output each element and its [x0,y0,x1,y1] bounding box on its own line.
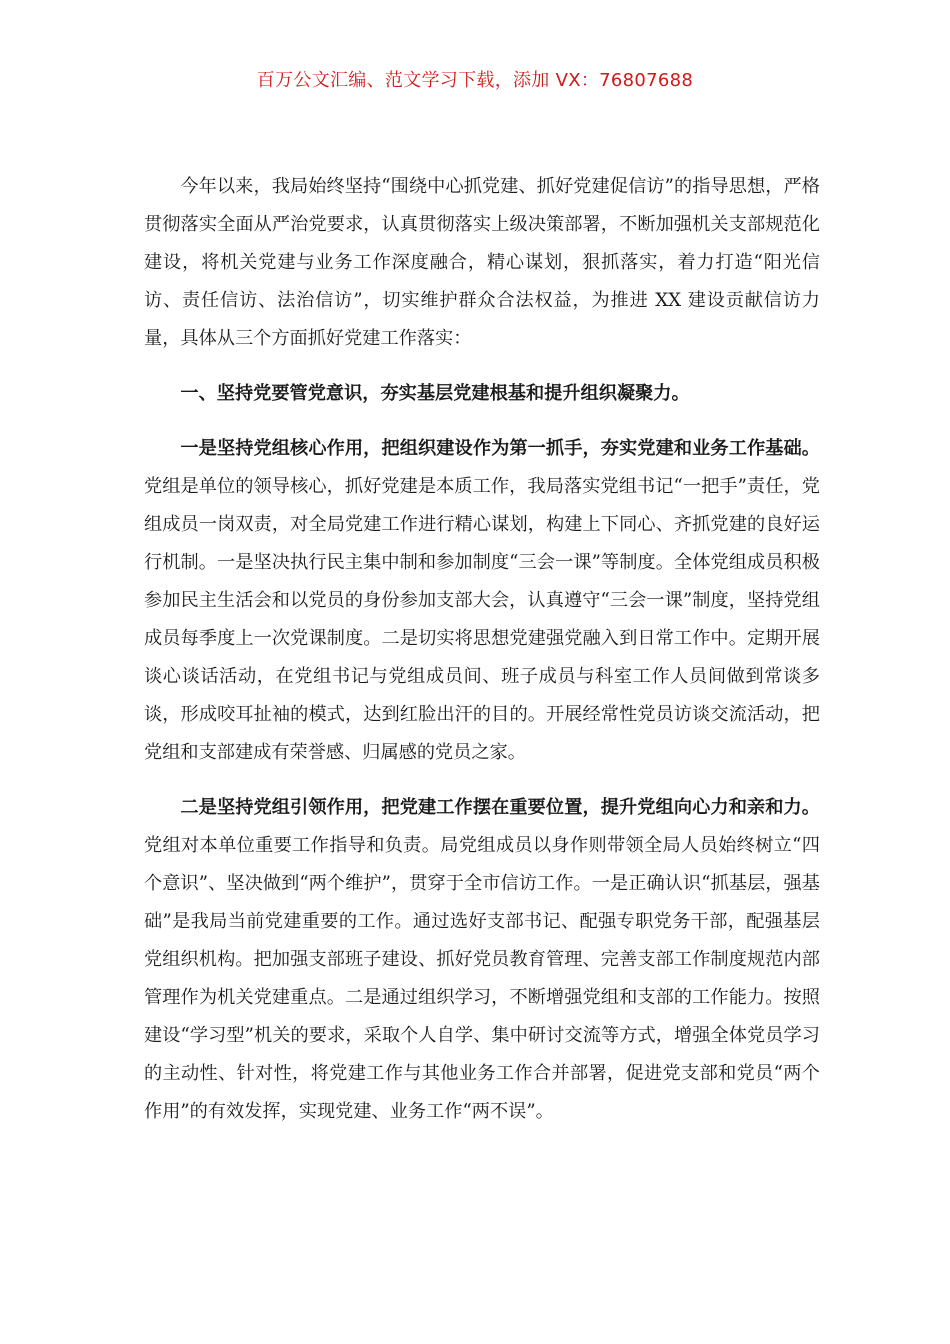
paragraph-2-lead: 二是坚持党组引领作用，把党建工作摆在重要位置，提升党组向心力和亲和力。 [180,797,820,818]
section-heading-1: 一、坚持党要管党意识，夯实基层党建根基和提升组织凝聚力。 [180,383,690,404]
paragraph-1 [144,430,820,772]
paragraph-2 [144,789,820,1131]
paragraph-1-lead: 一是坚持党组核心作用，把组织建设作为第一抓手，夯实党建和业务工作基础。 [180,438,820,459]
header-banner: 百万公文汇编、范文学习下载，添加 VX：76807688 [256,70,694,91]
paragraph-2-body: 党组对本单位重要工作指导和负责。局党组成员以身作则带领全局人员始终树立“四个意识”、坚决做到“两个维护”，贯穿于全市信访工作。一是正确认识“抓基层，强基础”是我局当前党建重要的工作。通过选好支部书记、配强专职党务干部，配强基层党组织机构。把加强支部班子建设、抓好党员教育管理、完善支部工作制度规范内部管理作为机关党建重点。二是通过组织学习，不断增强党组和支部的工作能力。按照建设“学习型”机关的要求，采取个人自学、集中研讨交流等方式，增强全体党员学习的主动性、针对性，将党建工作与其他业务工作合并部署，促进党支部和党员“两个作用”的有效发挥，实现党建、业务工作“两不误”。 [144,835,820,1122]
intro-paragraph: 今年以来，我局始终坚持“围绕中心抓党建、抓好党建促信访”的指导思想，严格贯彻落实全面从严治党要求，认真贯彻落实上级决策部署，不断加强机关支部规范化建设，将机关党建与业务工作深度融合，精心谋划，狠抓落实，着力打造“阳光信访、责任信访、法治信访”，切实维护群众合法权益，为推进 XX 建设贡献信访力量，具体从三个方面抓好党建工作落实： [144,176,820,349]
paragraph-1-body: 党组是单位的领导核心，抓好党建是本质工作，我局落实党组书记“一把手”责任，党组成员一岗双责，对全局党建工作进行精心谋划，构建上下同心、齐抓党建的良好运行机制。一是坚决执行民主集中制和参加制度“三会一课”等制度。全体党组成员积极参加民主生活会和以党员的身份参加支部大会，认真遵守“三会一课”制度，坚持党组成员每季度上一次党课制度。二是切实将思想党建强党融入到日常工作中。定期开展谈心谈话活动，在党组书记与党组成员间、班子成员与科室工作人员间做到常谈多谈，形成咬耳扯袖的模式，达到红脸出汗的目的。开展经常性党员访谈交流活动，把党组和支部建成有荣誉感、归属感的党员之家。 [144,476,820,763]
document-body [144,168,820,1131]
